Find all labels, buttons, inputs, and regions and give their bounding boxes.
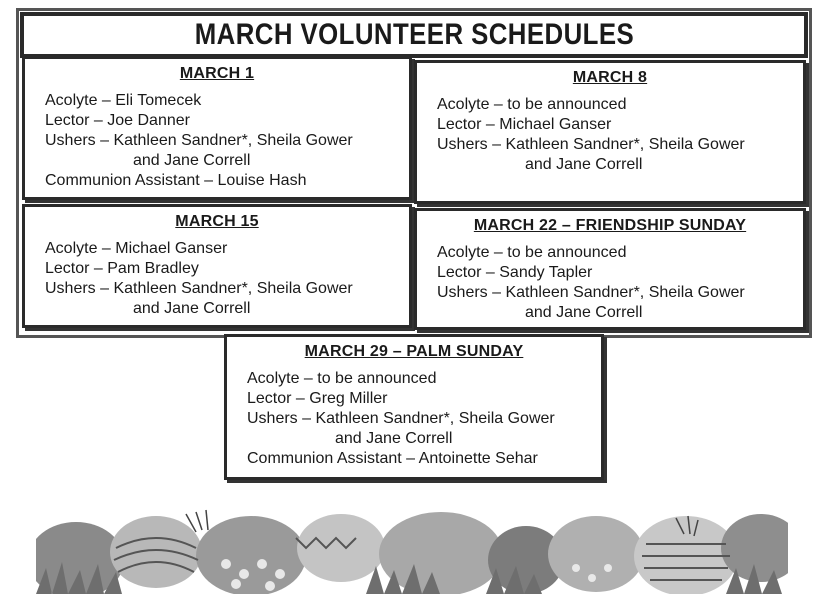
lector-line: Lector – Michael Ganser: [437, 116, 612, 133]
acolyte-line: Acolyte – Michael Ganser: [45, 240, 228, 257]
page-title: MARCH VOLUNTEER SCHEDULES: [194, 18, 634, 51]
easter-eggs-border-icon: [36, 508, 788, 594]
schedule-heading: MARCH 22 – FRIENDSHIP SUNDAY: [473, 217, 747, 234]
ushers-line: Ushers – Kathleen Sandner*, Sheila Gower: [437, 136, 745, 153]
schedule-box-march-22: [414, 208, 806, 330]
schedule-box-march-1: [22, 56, 412, 200]
ushers-line: Ushers – Kathleen Sandner*, Sheila Gower: [247, 410, 555, 427]
communion-line: Communion Assistant – Antoinette Sehar: [247, 450, 538, 467]
acolyte-line: Acolyte – Eli Tomecek: [45, 92, 202, 109]
ushers-line: Ushers – Kathleen Sandner*, Sheila Gower: [45, 132, 353, 149]
lector-line: Lector – Pam Bradley: [45, 260, 199, 277]
lector-line: Lector – Joe Danner: [45, 112, 190, 129]
schedule-heading: MARCH 29 – PALM SUNDAY: [304, 343, 524, 360]
schedule-heading: MARCH 8: [572, 69, 648, 86]
acolyte-line: Acolyte – to be announced: [437, 96, 627, 113]
communion-line: Communion Assistant – Louise Hash: [45, 172, 307, 189]
lector-line: Lector – Greg Miller: [247, 390, 388, 407]
ushers-line-continued: and Jane Correll: [525, 156, 643, 173]
schedule-heading: MARCH 1: [179, 65, 255, 82]
ushers-line: Ushers – Kathleen Sandner*, Sheila Gower: [45, 280, 353, 297]
schedule-heading: MARCH 15: [175, 213, 259, 230]
ushers-line-continued: and Jane Correll: [335, 430, 453, 447]
acolyte-line: Acolyte – to be announced: [437, 244, 627, 261]
ushers-line-continued: and Jane Correll: [525, 304, 643, 321]
ushers-line-continued: and Jane Correll: [133, 300, 251, 317]
acolyte-line: Acolyte – to be announced: [247, 370, 437, 387]
lector-line: Lector – Sandy Tapler: [437, 264, 593, 281]
ushers-line-continued: and Jane Correll: [133, 152, 251, 169]
ushers-line: Ushers – Kathleen Sandner*, Sheila Gower: [437, 284, 745, 301]
schedule-box-march-8: [414, 60, 806, 204]
page-title-box: [20, 12, 808, 58]
schedule-box-march-15: [22, 204, 412, 328]
schedule-box-march-29: [224, 334, 604, 480]
